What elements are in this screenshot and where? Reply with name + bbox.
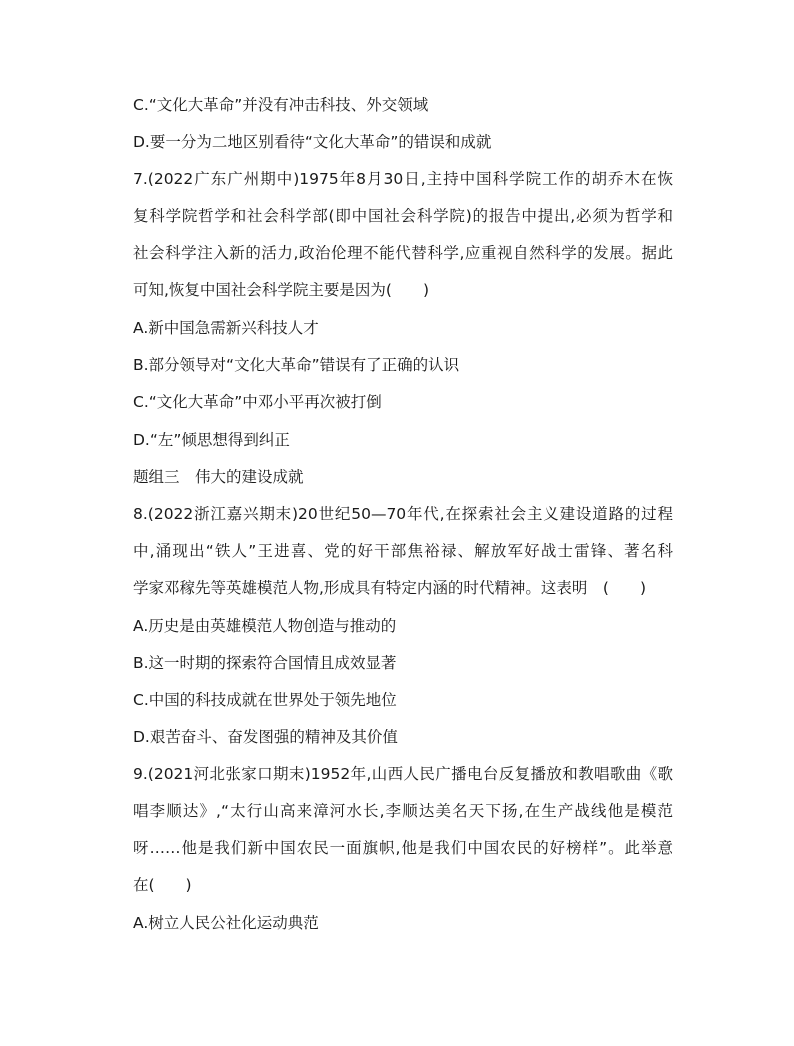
question-8-option-a: A.历史是由英雄模范人物创造与推动的 — [133, 617, 397, 635]
question-8-line-3: 学家邓稼先等英雄模范人物,形成具有特定内涵的时代精神。这表明 ( ) — [133, 579, 647, 597]
question-9-option-a: A.树立人民公社化运动典范 — [133, 914, 319, 932]
option-c-line: C.“文化大革命”并没有冲击科技、外交领域 — [133, 96, 429, 114]
question-8-option-b: B.这一时期的探索符合国情且成效显著 — [133, 654, 397, 672]
question-9-line-1: 9.(2021河北张家口期末)1952年,山西人民广播电台反复播放和教唱歌曲《歌 — [133, 765, 673, 783]
question-7-line-1: 7.(2022广东广州期中)1975年8月30日,主持中国科学院工作的胡乔木在恢 — [133, 170, 673, 188]
question-8-option-c: C.中国的科技成就在世界处于领先地位 — [133, 691, 397, 709]
option-d-line: D.要一分为二地区别看待“文化大革命”的错误和成就 — [133, 133, 492, 151]
question-7-option-a: A.新中国急需新兴科技人才 — [133, 319, 319, 337]
question-7-option-c: C.“文化大革命”中邓小平再次被打倒 — [133, 393, 382, 411]
question-7-option-d: D.“左”倾思想得到纠正 — [133, 431, 290, 449]
question-9-line-4: 在( ) — [133, 876, 192, 894]
question-9-line-2: 唱李顺达》,“太行山高来漳河水长,李顺达美名天下扬,在生产战线他是模范 — [133, 802, 673, 820]
question-8-line-2: 中,涌现出“铁人”王进喜、党的好干部焦裕禄、解放军好战士雷锋、著名科 — [133, 542, 673, 560]
question-7-line-3: 社会科学注入新的活力,政治伦理不能代替科学,应重视自然科学的发展。据此 — [133, 244, 673, 262]
section-heading: 题组三 伟大的建设成就 — [133, 468, 304, 486]
question-7-line-2: 复科学院哲学和社会科学部(即中国社会科学院)的报告中提出,必须为哲学和 — [133, 207, 673, 225]
question-7-line-4: 可知,恢复中国社会科学院主要是因为( ) — [133, 281, 430, 299]
question-9-line-3: 呀……他是我们新中国农民一面旗帜,他是我们中国农民的好榜样”。此举意 — [133, 839, 673, 857]
question-8-option-d: D.艰苦奋斗、奋发图强的精神及其价值 — [133, 728, 398, 746]
question-7-option-b: B.部分领导对“文化大革命”错误有了正确的认识 — [133, 356, 460, 374]
question-8-line-1: 8.(2022浙江嘉兴期末)20世纪50—70年代,在探索社会主义建设道路的过程 — [133, 505, 673, 523]
